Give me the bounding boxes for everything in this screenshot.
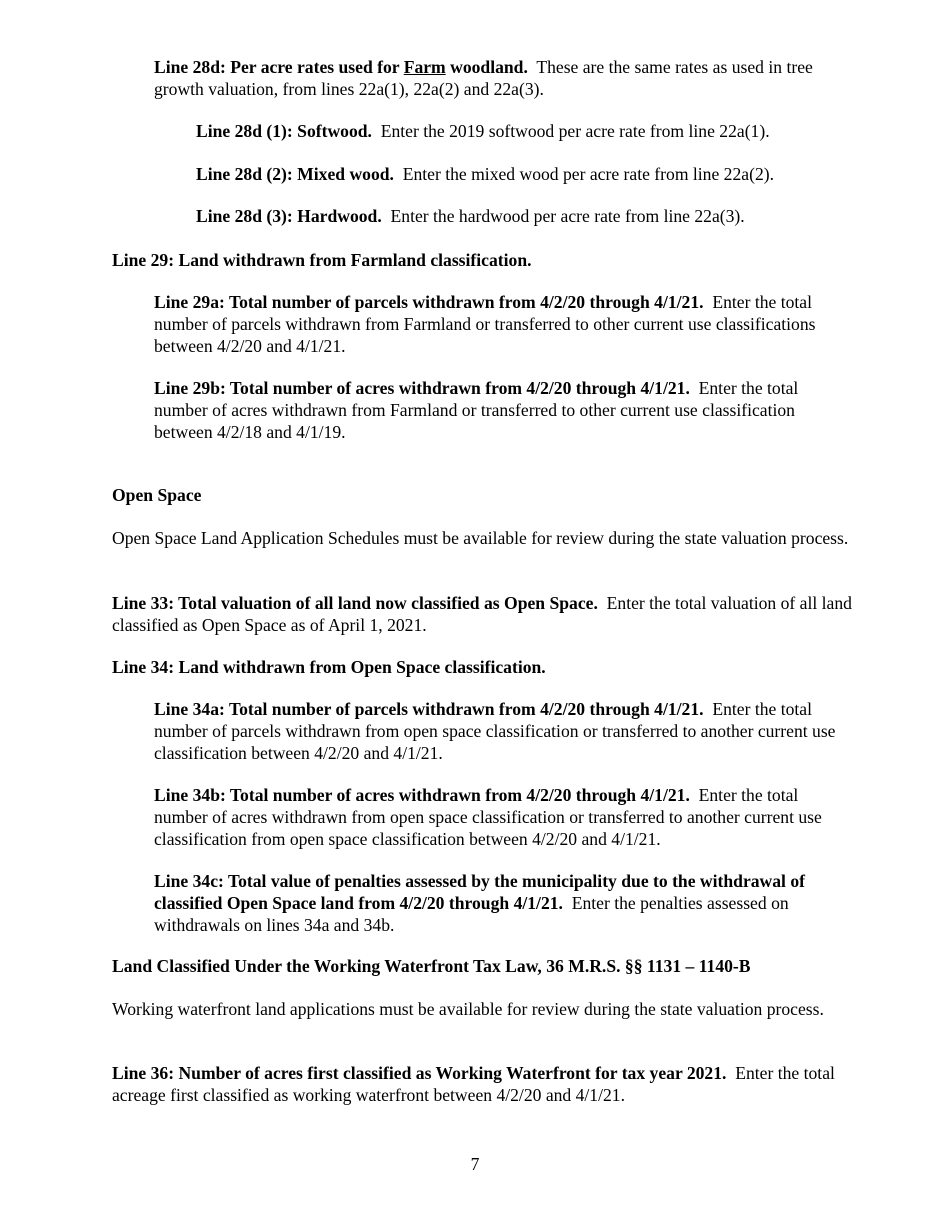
line-29a-text: Enter the total number of parcels withdrawn from Farmland or transferred to other current use classifications between 4/2/20 and 4/1/21.	[154, 292, 816, 356]
line-36-paragraph	[112, 1062, 852, 1106]
line-28d-3-text: Enter the hardwood per acre rate from line 22a(3).	[390, 206, 745, 226]
line-28d-text: These are the same rates as used in tree growth valuation, from lines 22a(1), 22a(2) and 22a(3).	[154, 57, 813, 99]
farm-underlined: Farm	[403, 57, 446, 77]
line-34b-text: Enter the total number of acres withdrawn from open space classification or transferred to another current use classification from open space classification between 4/2/20 and 4/1/21.	[154, 785, 822, 849]
page-number: 7	[470, 1154, 480, 1174]
line-34-heading: Line 34: Land withdrawn from Open Space classification.	[112, 657, 546, 677]
line-28d-1-lead: Line 28d (1): Softwood.	[196, 121, 372, 141]
line-28d-lead: Line 28d: Per acre rates used for Farm woodland.	[154, 57, 528, 77]
line-28d-1-text: Enter the 2019 softwood per acre rate from line 22a(1).	[380, 121, 770, 141]
waterfront-heading: Land Classified Under the Working Waterfront Tax Law, 36 M.R.S. §§ 1131 – 1140-B	[112, 956, 751, 976]
line-33-paragraph	[112, 592, 852, 636]
line-29b-lead: Line 29b: Total number of acres withdrawn from 4/2/20 through 4/1/21.	[154, 378, 690, 398]
line-29a-lead: Line 29a: Total number of parcels withdrawn from 4/2/20 through 4/1/21.	[154, 292, 704, 312]
line-33-lead: Line 33: Total valuation of all land now classified as Open Space.	[112, 593, 598, 613]
line-34a-lead: Line 34a: Total number of parcels withdrawn from 4/2/20 through 4/1/21.	[154, 699, 704, 719]
line-29b-text: Enter the total number of acres withdrawn from Farmland or transferred to other current use classification between 4/2/18 and 4/1/19.	[154, 378, 799, 442]
line-28d-3-lead: Line 28d (3): Hardwood.	[196, 206, 382, 226]
line-36-lead: Line 36: Number of acres first classified as Working Waterfront for tax year 2021.	[112, 1063, 727, 1083]
open-space-intro: Open Space Land Application Schedules must be available for review during the state valuation process.	[112, 528, 849, 548]
line-34c-text: Enter the penalties assessed on withdrawals on lines 34a and 34b.	[154, 893, 789, 935]
line-28d-paragraph	[154, 56, 844, 100]
line-28d-3-paragraph	[196, 205, 856, 227]
line-34a-text: Enter the total number of parcels withdrawn from open space classification or transferred to another current use classification between 4/2/20 and 4/1/21.	[154, 699, 836, 763]
open-space-heading: Open Space	[112, 485, 202, 505]
waterfront-intro: Working waterfront land applications must be available for review during the state valuation process.	[112, 999, 824, 1019]
line-34b-paragraph	[154, 784, 844, 850]
line-34a-paragraph	[154, 698, 844, 764]
line-28d-2-lead: Line 28d (2): Mixed wood.	[196, 164, 394, 184]
line-34c-lead: Line 34c: Total value of penalties assessed by the municipality due to the withdrawal of classified Open Space land from 4/2/20 through 4/1/21.	[154, 871, 806, 913]
line-29a-paragraph	[154, 291, 844, 357]
line-29-heading: Line 29: Land withdrawn from Farmland classification.	[112, 250, 532, 270]
line-29b-paragraph	[154, 377, 844, 443]
line-28d-1-paragraph	[196, 120, 856, 142]
line-34b-lead: Line 34b: Total number of acres withdrawn from 4/2/20 through 4/1/21.	[154, 785, 690, 805]
line-34c-paragraph	[154, 870, 844, 936]
line-33-text: Enter the total valuation of all land classified as Open Space as of April 1, 2021.	[112, 593, 852, 635]
line-28d-2-paragraph	[196, 163, 856, 185]
line-28d-2-text: Enter the mixed wood per acre rate from line 22a(2).	[402, 164, 774, 184]
line-36-text: Enter the total acreage first classified as working waterfront between 4/2/20 and 4/1/21.	[112, 1063, 835, 1105]
